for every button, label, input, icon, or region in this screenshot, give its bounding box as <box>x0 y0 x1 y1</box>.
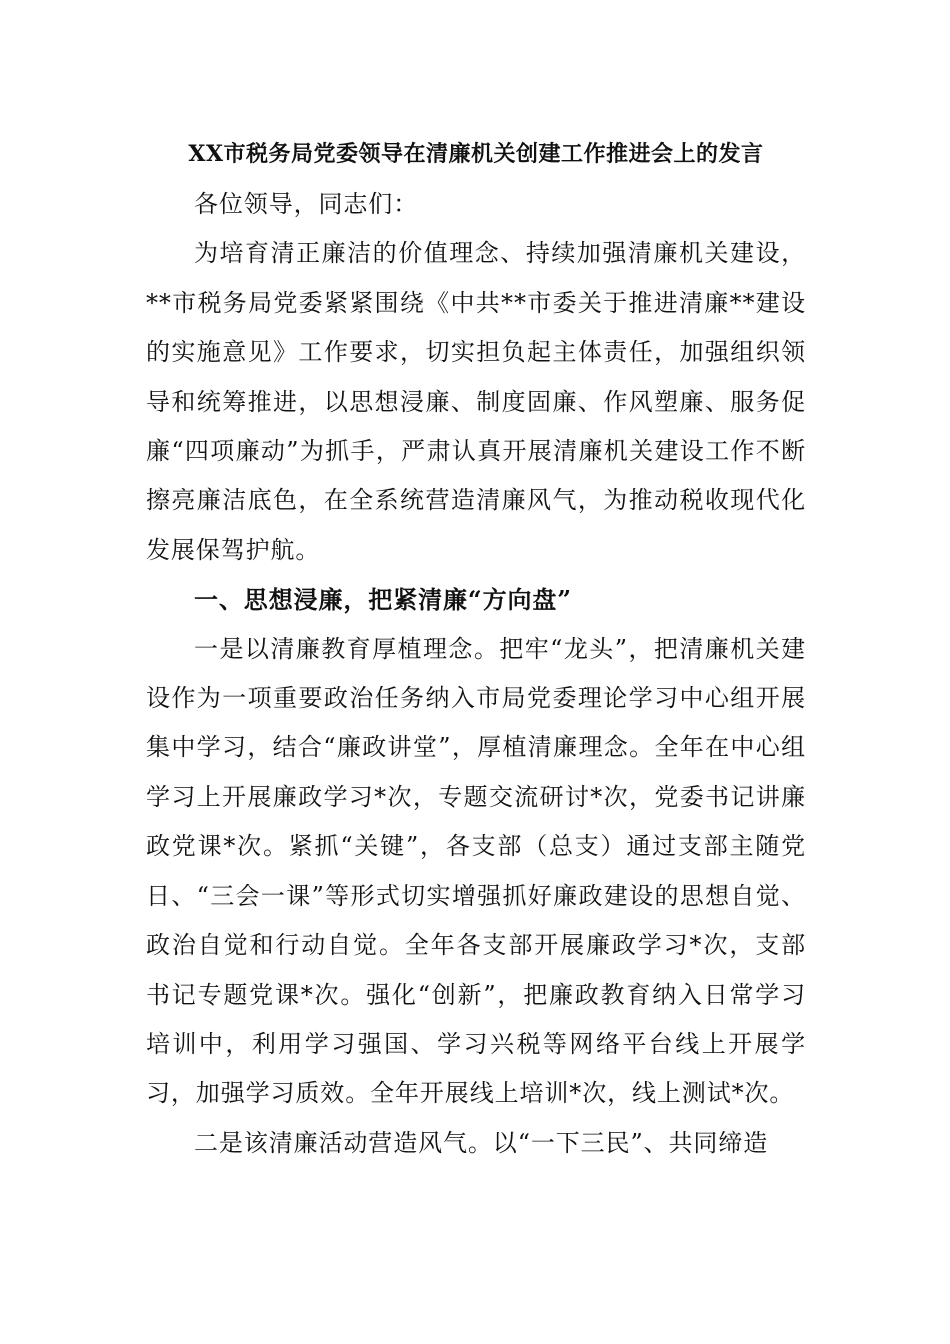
document-page <box>146 128 806 1168</box>
section-1-paragraph-2: 二是该清廉活动营造风气。以“一下三民”、共同缔造 <box>194 1128 769 1157</box>
section-1-paragraph-1: 一是以清廉教育厚植理念。把牢“龙头”，把清廉机关建设作为一项重要政治任务纳入市局党委理论学习中心组开展集中学习，结合“廉政讲堂”，厚植清廉理念。全年在中心组学习上开展廉政学习*次，专题交流研讨*次，党委书记讲廉政党课*次。紧抓“关键”，各支部（总支）通过支部主随党日、“三会一课”等形式切实增强抓好廉政建设的思想自觉、政治自觉和行动自觉。全年各支部开展廉政学习*次，支部书记专题党课*次。强化“创新”，把廉政教育纳入日常学习培训中，利用学习强国、学习兴税等网络平台线上开展学习，加强学习质效。全年开展线上培训*次，线上测试*次。 <box>146 634 806 1108</box>
greeting: 各位领导，同志们： <box>194 190 419 218</box>
document-title: XX市税务局党委领导在清廉机关创建工作推进会上的发言 <box>188 141 764 167</box>
section-heading-1: 一、思想浸廉，把紧清廉“方向盘” <box>194 585 573 615</box>
intro-paragraph: 为培育清正廉洁的价值理念、持续加强清廉机关建设，**市税务局党委紧紧围绕《中共**市委关于推进清廉**建设的实施意见》工作要求，切实担负起主体责任，加强组织领导和统筹推进，以思想浸廉、制度固廉、作风塑廉、服务促廉“四项廉动”为抓手，严肃认真开展清廉机关建设工作不断擦亮廉洁底色，在全系统营造清廉风气，为推动税收现代化发展保驾护航。 <box>146 239 806 564</box>
